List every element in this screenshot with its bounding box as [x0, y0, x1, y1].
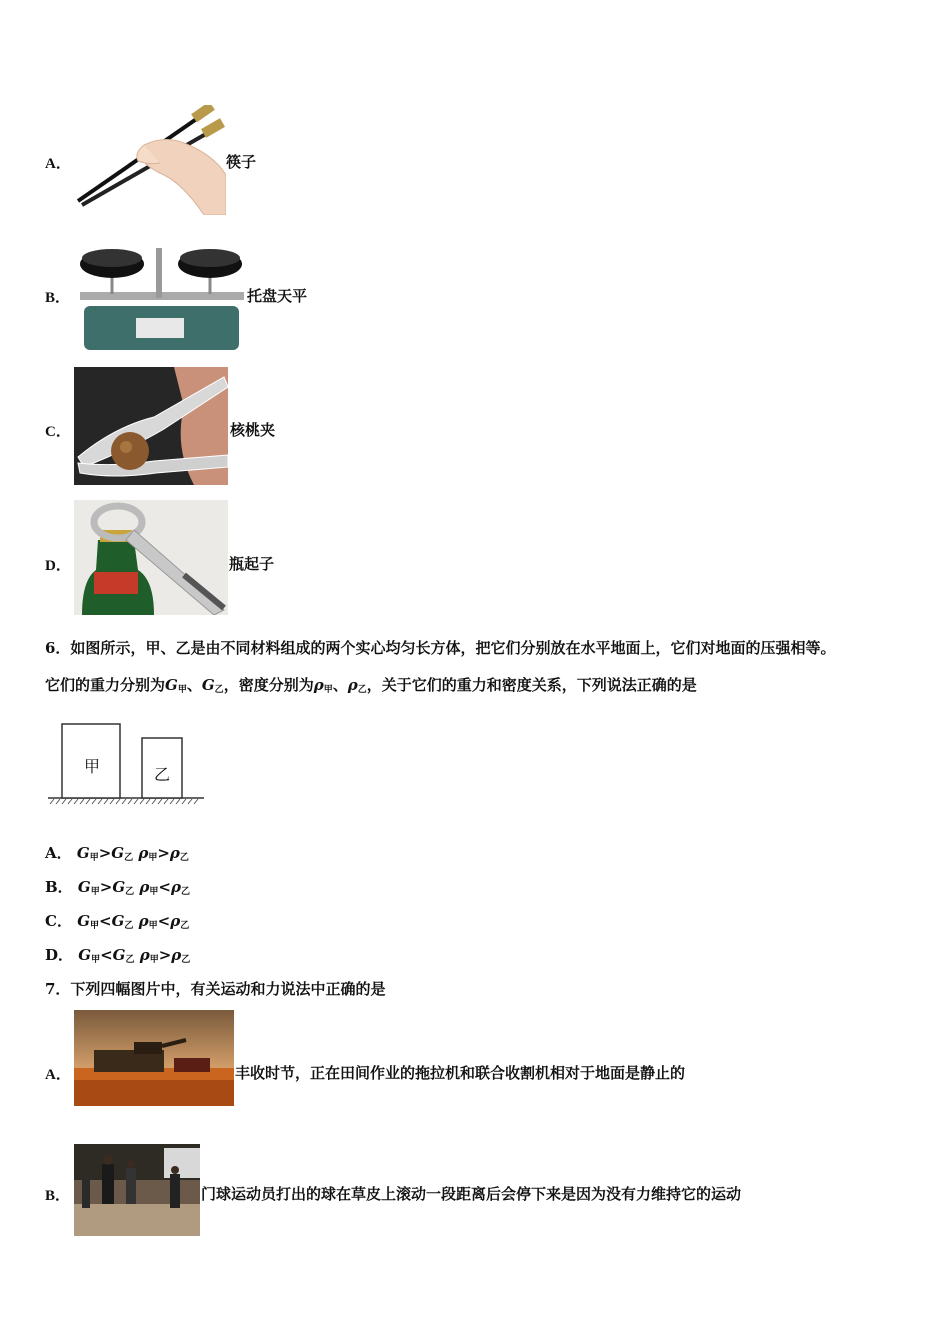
option-letter: D．	[45, 558, 71, 574]
gateball-photo	[74, 1144, 200, 1236]
block-yi-label: 乙	[154, 765, 171, 784]
option-label: 核桃夹	[230, 421, 276, 439]
question-6-stem-line1: 6．如图所示，甲、乙是由不同材料组成的两个实心均匀长方体，把它们分别放在水平地面上，它们对地面的压强相等。	[45, 639, 836, 657]
option-text: 丰收时节，正在田间作业的拖拉机和联合收割机相对于地面是静止的	[235, 1064, 686, 1082]
chopsticks-photo	[74, 105, 226, 215]
question-6-option[interactable]: B． $G_甲>G_乙$ $\rho_甲<\rho_乙$	[45, 878, 190, 897]
question-6-option[interactable]: C． $G_甲<G_乙$ $\rho_甲<\rho_乙$	[45, 912, 190, 931]
question-7-stem: 7．下列四幅图片中，有关运动和力说法中正确的是	[45, 980, 386, 998]
block-jia-label: 甲	[84, 757, 101, 776]
question-6-option[interactable]: D． $G_甲<G_乙$ $\rho_甲>\rho_乙$	[45, 946, 191, 965]
option-letter: A．	[45, 156, 71, 172]
nutcracker-photo	[74, 367, 228, 485]
question-6-option[interactable]: A． $G_甲>G_乙$ $\rho_甲>\rho_乙$	[45, 844, 189, 863]
option-label: 瓶起子	[229, 555, 275, 573]
option-label: 筷子	[226, 153, 257, 171]
option-letter: A．	[45, 1067, 71, 1083]
option-letter: C．	[45, 424, 71, 440]
question-6-stem-line2: 它们的重力分别为$G_甲$、$G_乙$，密度分别为$\rho_甲$、$\rho_乙$，关于它们的重力和密度关系，下列说法正确的是	[45, 676, 697, 695]
option-letter: B．	[45, 290, 71, 306]
option-label: 托盘天平	[247, 287, 308, 305]
harvester-photo	[74, 1010, 234, 1106]
bottle-opener-photo	[74, 500, 228, 615]
option-text: 门球运动员打出的球在草皮上滚动一段距离后会停下来是因为没有力维持它的运动	[201, 1185, 742, 1203]
balance-scale-photo	[74, 234, 246, 352]
option-letter: B．	[45, 1188, 71, 1204]
blocks-diagram	[44, 716, 206, 812]
